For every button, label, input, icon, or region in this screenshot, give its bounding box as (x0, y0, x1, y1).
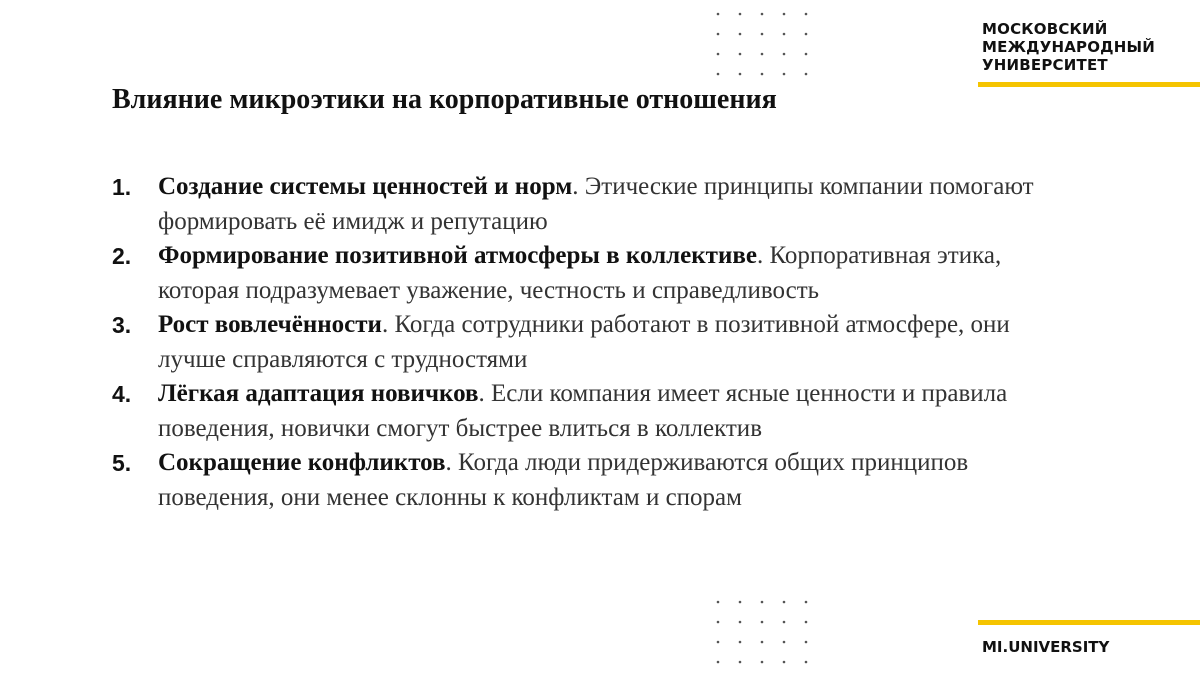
list-item (112, 239, 1052, 308)
university-logo (982, 20, 1155, 74)
item-description: . Этические принципы компании помогают формировать её имидж и репутацию (158, 173, 1034, 235)
item-description: . Корпоративная этика, которая подразумевает уважение, честность и справедливость (158, 242, 1002, 304)
item-description: . Когда сотрудники работают в позитивной атмосфере, они лучше справляются с трудностями (158, 311, 1010, 373)
accent-line-bottom (978, 620, 1200, 625)
logo-line-3: УНИВЕРСИТЕТ (982, 56, 1108, 74)
item-number: 4. (112, 381, 132, 407)
slide-title: Влияние микроэтики на корпоративные отношения (112, 84, 777, 115)
item-text (158, 239, 1052, 308)
footer-site-name: MI.UNIVERSITY (982, 638, 1110, 656)
points-list (112, 170, 1052, 515)
item-number: 2. (112, 243, 132, 269)
item-description: . Если компания имеет ясные ценности и правила поведения, новички смогут быстрее влиться в коллектив (158, 380, 1008, 442)
list-item (112, 377, 1052, 446)
item-heading: Создание системы ценностей и норм (158, 173, 573, 200)
item-number: 5. (112, 450, 132, 476)
item-text (158, 446, 1052, 515)
item-description: . Когда люди придерживаются общих принципов поведения, они менее склонны к конфликтам и спорам (158, 449, 969, 511)
dot-grid-icon (712, 596, 812, 668)
item-text (158, 308, 1052, 377)
logo-line-2: МЕЖДУНАРОДНЫЙ (982, 38, 1155, 56)
accent-line-top (978, 82, 1200, 87)
dot-grid-bottom (712, 596, 812, 668)
logo-line-1: МОСКОВСКИЙ (982, 20, 1108, 38)
list-item (112, 308, 1052, 377)
item-heading: Лёгкая адаптация новичков (158, 380, 479, 407)
item-heading: Рост вовлечённости (158, 311, 382, 338)
item-number: 1. (112, 174, 132, 200)
item-heading: Сокращение конфликтов (158, 449, 446, 476)
list-item (112, 446, 1052, 515)
item-number: 3. (112, 312, 132, 338)
item-text (158, 170, 1052, 239)
item-text (158, 377, 1052, 446)
item-heading: Формирование позитивной атмосферы в коллективе (158, 242, 757, 269)
dot-grid-top (712, 8, 812, 80)
dot-grid-icon (712, 8, 812, 80)
list-item (112, 170, 1052, 239)
